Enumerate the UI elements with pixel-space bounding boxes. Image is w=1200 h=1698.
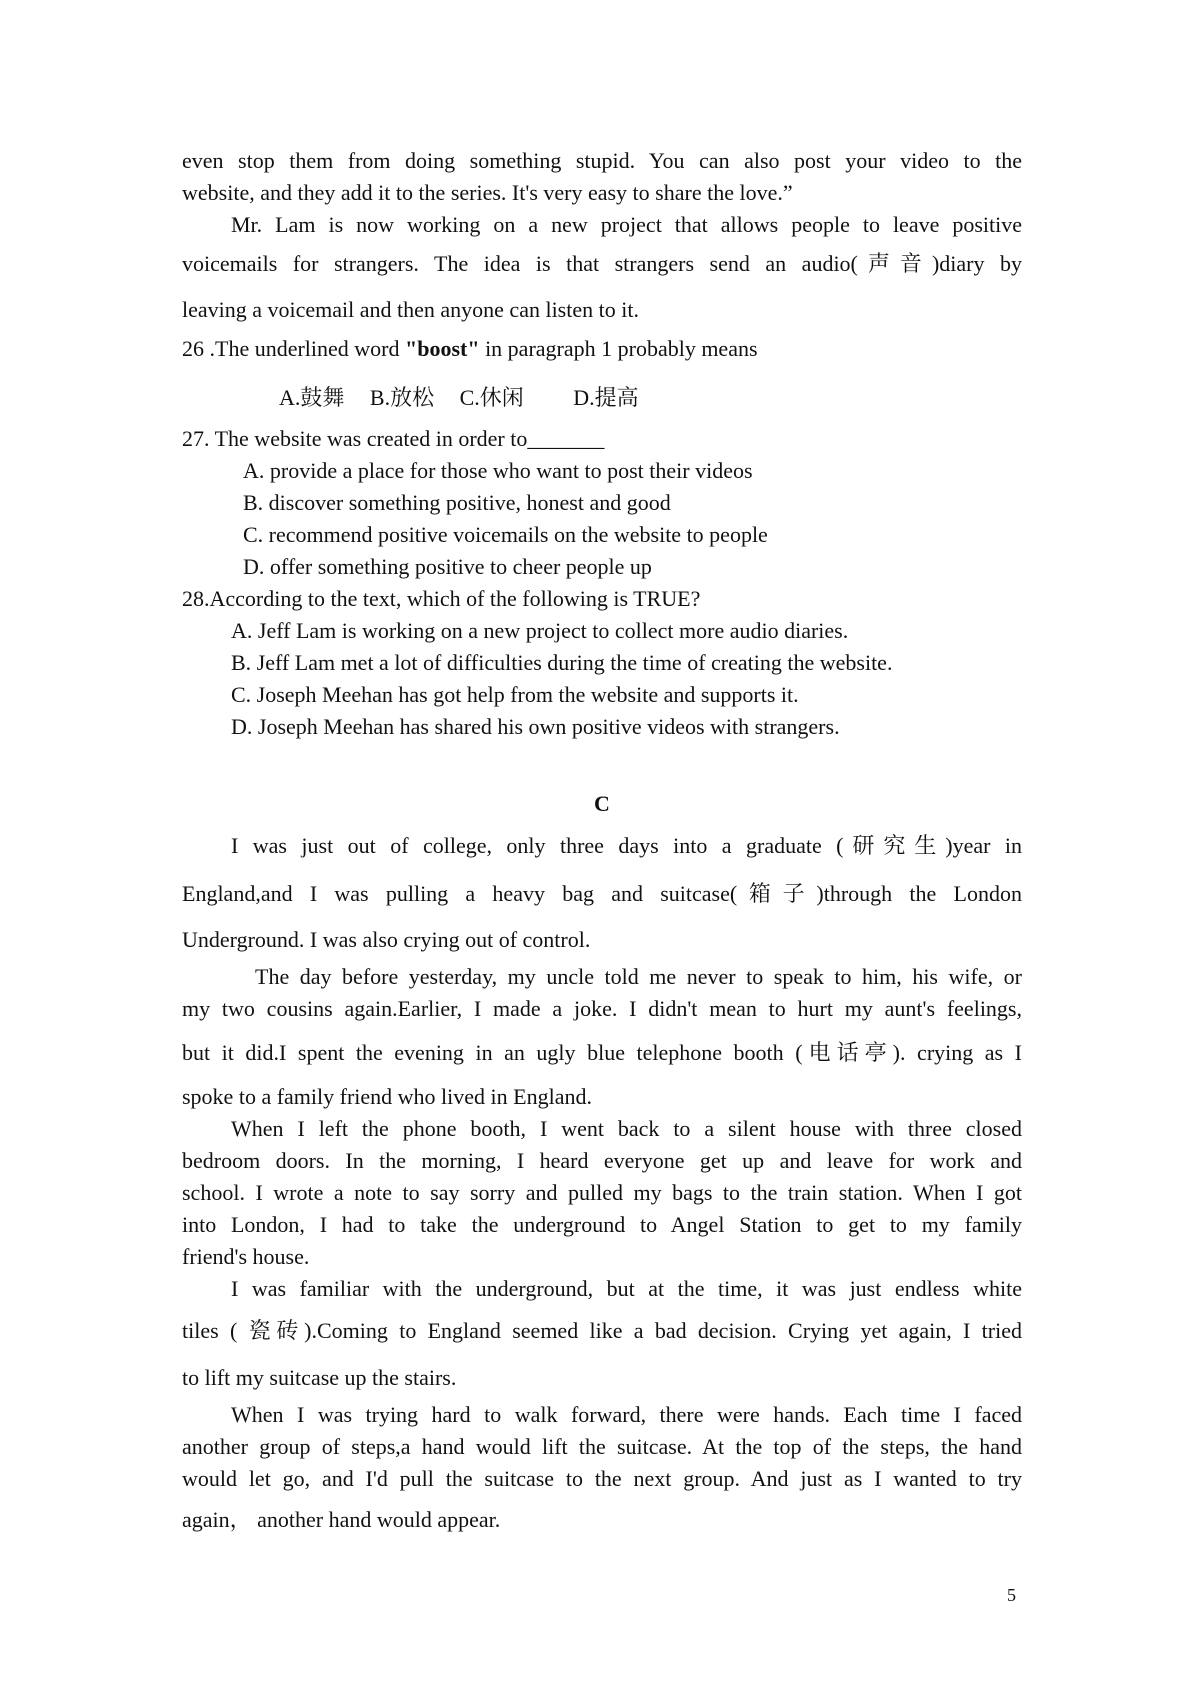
- passage-c: [182, 823, 1022, 1545]
- text-line: bedroom doors. In the morning, I heard everyone get up and leave for work and: [182, 1148, 1022, 1173]
- text-line: into London, I had to take the underground to Angel Station to get to my family: [182, 1212, 1022, 1237]
- option-d: D. offer something positive to cheer people up: [243, 554, 652, 579]
- text-line: school. I wrote a note to say sorry and pulled my bags to the train station. When I got: [182, 1180, 1022, 1205]
- question-27: [182, 423, 1022, 583]
- text-line: England,and I was pulling a heavy bag and suitcase(箱子)through the London: [182, 881, 1022, 906]
- question-stem: 26 .The underlined word "boost" in paragraph 1 probably means: [182, 336, 758, 361]
- text-line: but it did.I spent the evening in an ugly blue telephone booth (电话亭). crying as I: [182, 1040, 1022, 1065]
- text-line: would let go, and I'd pull the suitcase to the next group. And just as I wanted to try: [182, 1466, 1022, 1491]
- text-line: leaving a voicemail and then anyone can listen to it.: [182, 297, 639, 322]
- passage-b-ending: [182, 145, 1022, 333]
- text-line: tiles ( 瓷砖).Coming to England seemed like a bad decision. Crying yet again, I tried: [182, 1318, 1022, 1343]
- option-d: D.提高: [573, 385, 639, 410]
- section-heading: C: [594, 791, 610, 816]
- option-d: D. Joseph Meehan has shared his own positive videos with strangers.: [231, 714, 840, 739]
- question-options: [182, 373, 1022, 423]
- question-28: [182, 583, 1022, 743]
- text-line: I was familiar with the underground, but at the time, it was just endless white: [231, 1276, 1022, 1301]
- question-26: [182, 333, 1022, 423]
- option-a: A. provide a place for those who want to post their videos: [243, 458, 753, 483]
- page-content: [182, 145, 1022, 1545]
- question-stem: 27. The website was created in order to_______: [182, 426, 605, 451]
- text-line: my two cousins again.Earlier, I made a joke. I didn't mean to hurt my aunt's feelings,: [182, 996, 1022, 1021]
- text-line: The day before yesterday, my uncle told me never to speak to him, his wife, or: [255, 964, 1022, 989]
- text-line: again， another hand would appear.: [182, 1507, 501, 1532]
- option-b: B.放松: [369, 385, 435, 410]
- option-c: C. recommend positive voicemails on the website to people: [243, 522, 768, 547]
- option-b: B. Jeff Lam met a lot of difficulties during the time of creating the website.: [231, 650, 893, 675]
- option-c: C. Joseph Meehan has got help from the website and supports it.: [231, 682, 799, 707]
- text-line: Mr. Lam is now working on a new project that allows people to leave positive: [231, 212, 1022, 237]
- text-line: I was just out of college, only three days into a graduate (研究生)year in: [231, 833, 1022, 858]
- text-line: website, and they add it to the series. It's very easy to share the love.”: [182, 180, 793, 205]
- text-line: another group of steps,a hand would lift the suitcase. At the top of the steps, the hand: [182, 1434, 1022, 1459]
- text-line: When I was trying hard to walk forward, there were hands. Each time I faced: [231, 1402, 1022, 1427]
- text-line: voicemails for strangers. The idea is that strangers send an audio(声音)diary by: [182, 251, 1022, 276]
- text-line: even stop them from doing something stupid. You can also post your video to the: [182, 148, 1022, 173]
- option-a: A.鼓舞: [279, 385, 345, 410]
- text-line: spoke to a family friend who lived in England.: [182, 1084, 592, 1109]
- page-number: 5: [1007, 1585, 1016, 1605]
- question-stem: 28.According to the text, which of the following is TRUE?: [182, 586, 701, 611]
- text-line: Underground. I was also crying out of control.: [182, 927, 591, 952]
- option-b: B. discover something positive, honest and good: [243, 490, 671, 515]
- text-line: friend's house.: [182, 1244, 310, 1269]
- bold-word: "boost": [405, 336, 480, 361]
- option-c: C.休闲: [459, 385, 524, 410]
- text-line: When I left the phone booth, I went back to a silent house with three closed: [231, 1116, 1022, 1141]
- option-a: A. Jeff Lam is working on a new project to collect more audio diaries.: [231, 618, 849, 643]
- text-line: to lift my suitcase up the stairs.: [182, 1365, 457, 1390]
